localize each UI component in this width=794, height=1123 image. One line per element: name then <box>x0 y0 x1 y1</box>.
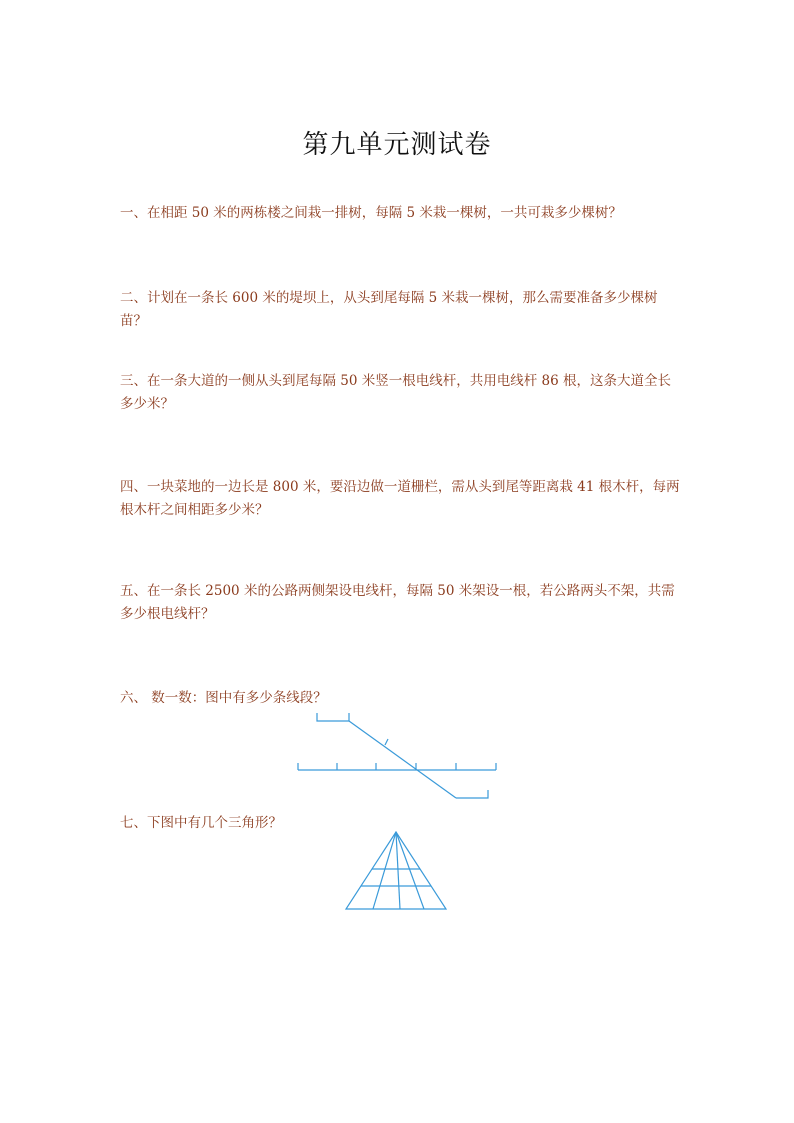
question-4: 四、一块菜地的一边长是 800 米，要沿边做一道栅栏，需从头到尾等距离栽 41 根木杆，每两根木杆之间相距多少米？ <box>120 479 680 518</box>
page-title: 第九单元测试卷 <box>302 130 492 160</box>
question-1: 一、在相距 50 米的两栋楼之间栽一排树，每隔 5 米栽一棵树，一共可栽多少棵树？ <box>120 205 622 221</box>
question-2: 二、计划在一条长 600 米的堤坝上，从头到尾每隔 5 米栽一棵树，那么需要准备多少棵树苗？ <box>120 290 658 329</box>
question-5: 五、在一条长 2500 米的公路两侧架设电线杆，每隔 50 米架设一根，若公路两头不架，共需多少根电线杆？ <box>120 583 675 622</box>
diagonal-line <box>349 721 456 798</box>
lower-right-segment-bracket <box>456 790 488 798</box>
inner-line-3 <box>396 832 424 909</box>
line-segment-figure <box>290 708 505 804</box>
question-6: 六、 数一数：图中有多少条线段？ <box>120 690 327 706</box>
question-3: 三、在一条大道的一侧从头到尾每隔 50 米竖一根电线杆，共用电线杆 86 根，这条大道全长多少米？ <box>120 373 672 412</box>
inner-line-1 <box>373 832 396 909</box>
triangle-figure <box>340 828 452 914</box>
question-7: 七、下图中有几个三角形？ <box>120 815 282 831</box>
inner-line-2 <box>396 832 400 909</box>
diagonal-tick <box>385 739 388 745</box>
upper-left-segment-bracket <box>317 713 349 721</box>
